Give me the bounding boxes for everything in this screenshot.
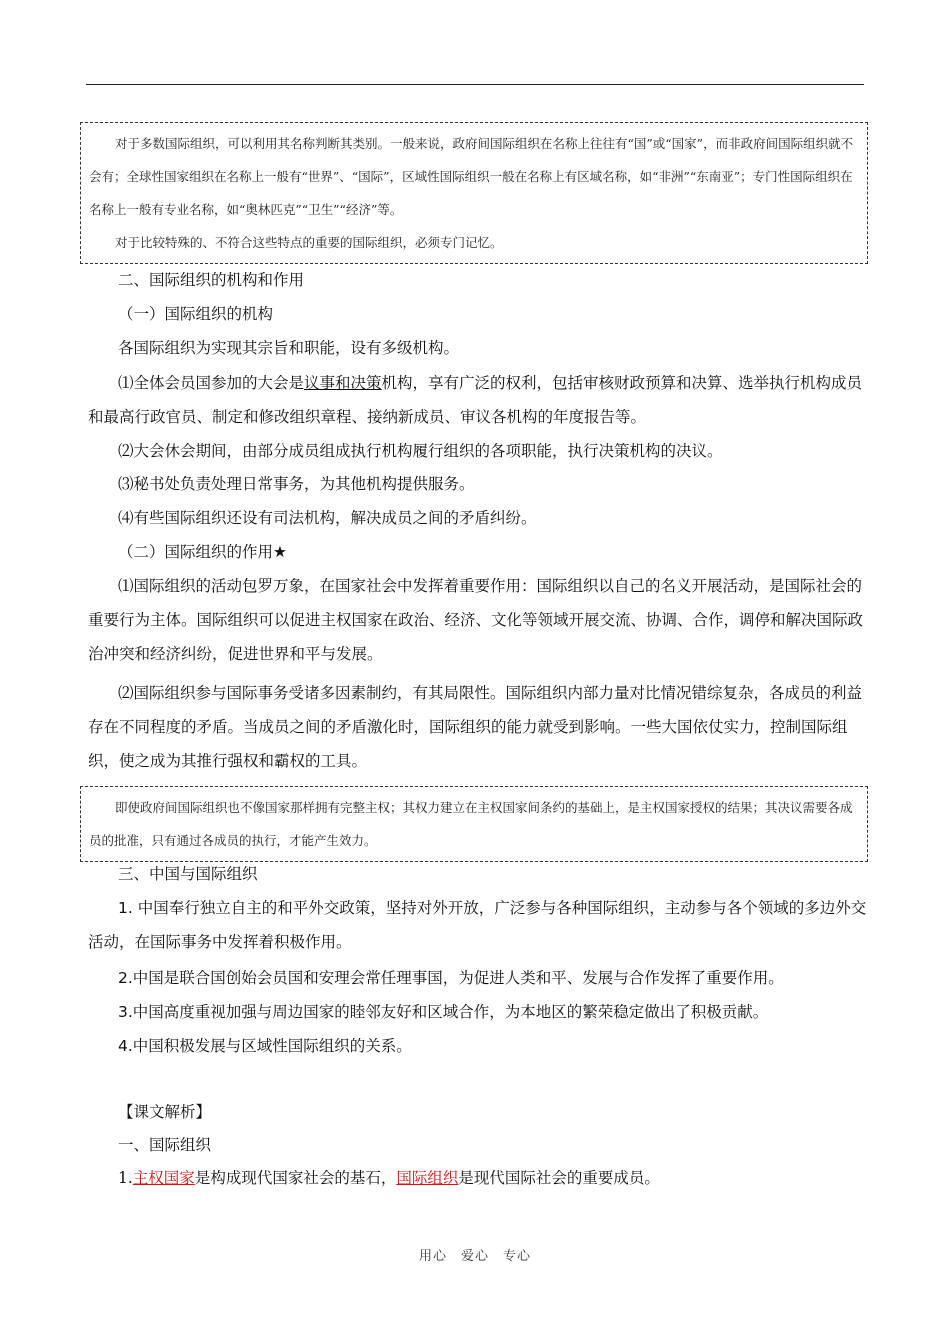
paragraph-role-2: ⑵国际组织参与国际事务受诸多因素制约，有其局限性。国际组织内部力量对比情况错综复杂，各成员的利益存在不同程度的矛盾。当成员之间的矛盾激化时，国际组织的能力就受到影响。一些大国依仗实力，控制国际组织，使之成为其推行强权和霸权的工具。 <box>88 684 863 770</box>
section-heading: 二、国际组织的机构和作用 <box>118 271 305 289</box>
analysis-subheading: 一、国际组织 <box>118 1136 212 1154</box>
tip-box-sovereignty <box>80 786 868 862</box>
paragraph: 1. 中国奉行独立自主的和平外交政策，坚持对外开放，广泛参与各种国际组织，主动参与各个领域的多边外交活动，在国际事务中发挥着积极作用。 <box>88 899 867 951</box>
paragraph-item-2: ⑵大会休会期间，由部分成员组成执行机构履行组织的各项职能，执行决策机构的决议。 <box>118 442 723 460</box>
subsection-heading: （一）国际组织的机构 <box>118 305 274 323</box>
analysis-line <box>88 1161 872 1195</box>
text: ⑴全体会员国参加的大会是 <box>118 374 305 392</box>
highlighted-term: 主权国家 <box>132 1169 195 1187</box>
tip-text-2: 对于比较特殊的、不符合这些特点的重要的国际组织，必须专门记忆。 <box>115 235 503 250</box>
section-heading: 三、中国与国际组织 <box>118 865 258 883</box>
page-footer: 用心 爱心 专心 <box>418 1249 531 1264</box>
header-rule <box>86 84 864 85</box>
analysis-heading: 【课文解析】 <box>118 1103 212 1121</box>
tip-text: 即使政府间国际组织也不像国家那样拥有完整主权；其权力建立在主权国家间条约的基础上，是主权国家授权的结果；其决议需要各成员的批准，只有通过各成员的执行，才能产生效力。 <box>89 800 853 848</box>
paragraph: 4.中国积极发展与区域性国际组织的关系。 <box>118 1037 412 1055</box>
paragraph-item-4: ⑷有些国际组织还设有司法机构，解决成员之间的矛盾纠纷。 <box>118 509 537 527</box>
paragraph-item-3: ⑶秘书处负责处理日常事务，为其他机构提供服务。 <box>118 475 475 493</box>
tip-text: 对于多数国际组织，可以利用其名称判断其类别。一般来说，政府间国际组织在名称上往往有“国”或“国家”，而非政府间国际组织就不会有；全球性国家组织在名称上一般有“世界”、“国际”，区域性国际组织一般在名称上有区域名称，如“非洲”“东南亚”；专门性国际组织在名称上一般有专业名称，如“奥林匹克”“卫生”“经济”等。 <box>89 136 854 217</box>
paragraph: 3.中国高度重视加强与周边国家的睦邻友好和区域合作，为本地区的繁荣稳定做出了积极贡献。 <box>118 1003 769 1021</box>
text: 机构，享有广泛的权利，包括审核财政预算和决算、选举执行机构成员和最高行政官员、制定和修改组织章程、接纳新成员、审议各机构的年度报告等。 <box>88 374 863 426</box>
tip-box-naming <box>80 122 868 264</box>
paragraph: 各国际组织为实现其宗旨和职能，设有多级机构。 <box>118 339 460 357</box>
text: 是构成现代国家社会的基石， <box>194 1169 397 1187</box>
underlined-term: 议事和决策 <box>304 374 382 392</box>
subsection-heading: （二）国际组织的作用★ <box>118 543 287 561</box>
paragraph-item-1 <box>88 366 872 434</box>
highlighted-term: 国际组织 <box>396 1169 459 1187</box>
paragraph-role-1: ⑴国际组织的活动包罗万象，在国家社会中发挥着重要作用：国际组织以自己的名义开展活动，是国际社会的重要行为主体。国际组织可以促进主权国家在政治、经济、文化等领域开展交流、协调、合作，调停和解决国际政治冲突和经济纠纷，促进世界和平与发展。 <box>88 577 864 663</box>
paragraph: 2.中国是联合国创始会员国和安理会常任理事国，为促进人类和平、发展与合作发挥了重要作用。 <box>118 969 784 987</box>
text: 是现代国际社会的重要成员。 <box>458 1169 660 1187</box>
text: 1. <box>118 1169 133 1187</box>
